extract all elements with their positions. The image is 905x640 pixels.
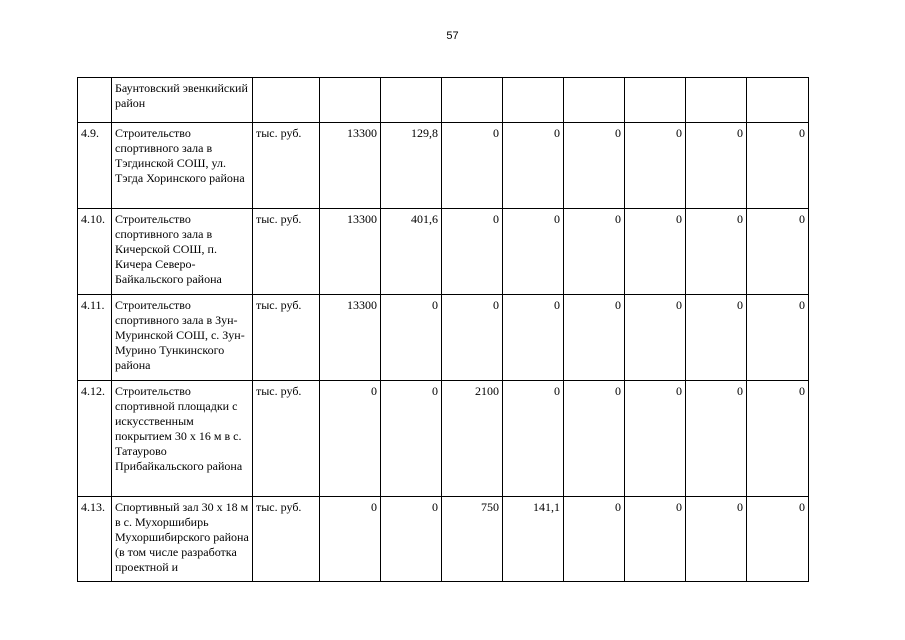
row-code: 4.10. (78, 209, 112, 295)
row-value: 0 (625, 497, 686, 582)
row-unit: тыс. руб. (253, 497, 320, 582)
row-value: 0 (625, 123, 686, 209)
row-value: 0 (442, 123, 503, 209)
row-value: 0 (503, 381, 564, 497)
row-value (503, 78, 564, 123)
row-value (381, 78, 442, 123)
row-code: 4.11. (78, 295, 112, 381)
row-value: 0 (747, 497, 809, 582)
budget-table (77, 77, 809, 582)
table-row (78, 295, 809, 381)
table-row (78, 381, 809, 497)
row-name: Строительство спортивного зала в Зун-Муринской СОШ, с. Зун-Мурино Тункинского района (112, 295, 253, 381)
row-name: Спортивный зал 30 х 18 м в с. Мухоршибирь Мухоршибирского района (в том числе разработка проектной и (112, 497, 253, 582)
row-name: Строительство спортивной площадки с искусственным покрытием 30 х 16 м в с. Татаурово Прибайкальского района (112, 381, 253, 497)
row-value: 0 (320, 497, 381, 582)
row-code: 4.13. (78, 497, 112, 582)
row-value: 0 (564, 381, 625, 497)
row-value: 0 (625, 209, 686, 295)
row-name: Строительство спортивного зала в Кичерской СОШ, п. Кичера Северо-Байкальского района (112, 209, 253, 295)
row-value: 0 (625, 381, 686, 497)
row-value: 0 (503, 295, 564, 381)
table-row (78, 209, 809, 295)
row-value: 0 (625, 295, 686, 381)
row-value: 0 (686, 381, 747, 497)
row-value (442, 78, 503, 123)
row-value (747, 78, 809, 123)
row-value: 2100 (442, 381, 503, 497)
row-unit (253, 78, 320, 123)
row-value: 0 (564, 497, 625, 582)
row-value: 0 (747, 381, 809, 497)
row-value: 0 (442, 295, 503, 381)
table-row (78, 497, 809, 582)
row-code: 4.9. (78, 123, 112, 209)
row-value: 0 (381, 497, 442, 582)
row-name: Баунтовский эвенкийский район (112, 78, 253, 123)
row-value: 0 (564, 209, 625, 295)
row-value: 13300 (320, 123, 381, 209)
row-value: 0 (381, 295, 442, 381)
row-value: 0 (686, 123, 747, 209)
row-value: 0 (503, 209, 564, 295)
row-code (78, 78, 112, 123)
page-number: 57 (446, 30, 459, 42)
row-code: 4.12. (78, 381, 112, 497)
row-unit: тыс. руб. (253, 295, 320, 381)
row-value (625, 78, 686, 123)
row-value: 0 (503, 123, 564, 209)
row-value: 750 (442, 497, 503, 582)
row-value: 0 (686, 497, 747, 582)
row-unit: тыс. руб. (253, 209, 320, 295)
row-value: 129,8 (381, 123, 442, 209)
row-value (686, 78, 747, 123)
row-name: Строительство спортивного зала в Тэгдинской СОШ, ул. Тэгда Хоринского района (112, 123, 253, 209)
row-value: 0 (686, 295, 747, 381)
table-row (78, 78, 809, 123)
row-unit: тыс. руб. (253, 381, 320, 497)
row-value: 0 (564, 295, 625, 381)
row-value: 13300 (320, 295, 381, 381)
row-value: 0 (686, 209, 747, 295)
row-value: 0 (381, 381, 442, 497)
row-value: 0 (564, 123, 625, 209)
row-value: 0 (747, 123, 809, 209)
row-value: 13300 (320, 209, 381, 295)
row-value: 0 (442, 209, 503, 295)
row-value: 0 (747, 209, 809, 295)
row-value (564, 78, 625, 123)
row-value: 0 (320, 381, 381, 497)
row-value (320, 78, 381, 123)
row-value: 141,1 (503, 497, 564, 582)
table-row (78, 123, 809, 209)
row-unit: тыс. руб. (253, 123, 320, 209)
row-value: 401,6 (381, 209, 442, 295)
row-value: 0 (747, 295, 809, 381)
